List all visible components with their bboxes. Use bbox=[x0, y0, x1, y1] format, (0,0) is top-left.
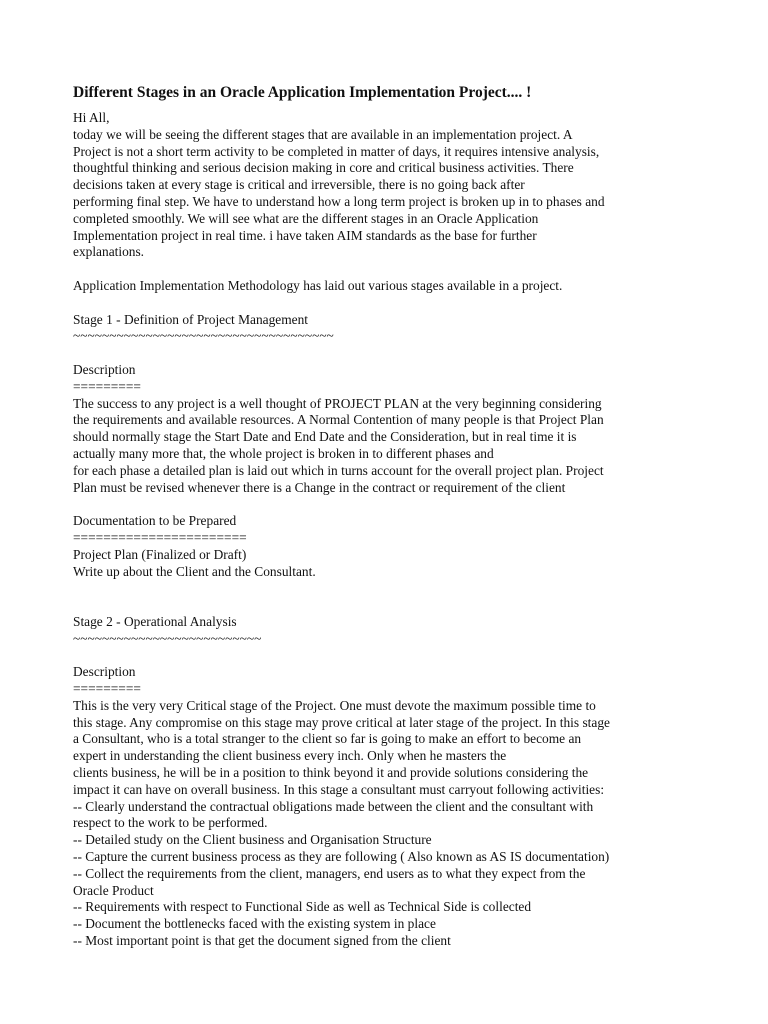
stage2-description-underline: ========= bbox=[73, 681, 141, 697]
stage2-heading-underline: ~~~~~~~~~~~~~~~~~~~~~~~~~~ bbox=[73, 630, 262, 646]
stage1-description-underline: ========= bbox=[73, 378, 141, 394]
document-title: Different Stages in an Oracle Application Implementation Project.... ! bbox=[73, 84, 532, 101]
stage2-description-line: -- Clearly understand the contractual obligations made between the client and the consultant with bbox=[73, 798, 594, 814]
stage2-description-heading: Description bbox=[73, 664, 136, 680]
stage1-description-line: The success to any project is a well thought of PROJECT PLAN at the very beginning considering bbox=[73, 395, 602, 411]
stage1-doc-item: Project Plan (Finalized or Draft) bbox=[73, 546, 247, 562]
stage2-description-line: -- Collect the requirements from the client, managers, end users as to what they expect from the bbox=[73, 865, 586, 881]
stage2-description-line: this stage. Any compromise on this stage may prove critical at later stage of the project. In this stage bbox=[73, 714, 610, 730]
stage1-description-line: actually many more that, the whole project is broken in to different phases and bbox=[73, 445, 494, 461]
stage2-heading: Stage 2 - Operational Analysis bbox=[73, 613, 237, 629]
stage2-description-line: impact it can have on overall business. In this stage a consultant must carryout following activities: bbox=[73, 781, 605, 797]
intro-line: explanations. bbox=[73, 244, 145, 260]
stage1-heading: Stage 1 - Definition of Project Management bbox=[73, 311, 309, 327]
stage2-description-line: a Consultant, who is a total stranger to the client so far is going to make an effort to become an bbox=[73, 731, 582, 747]
spacer bbox=[73, 496, 763, 513]
stage1-description-heading: Description bbox=[73, 361, 136, 377]
intro-line: Project is not a short term activity to be completed in matter of days, it requires intensive analysis, bbox=[73, 143, 600, 159]
stage2-description-line: respect to the work to be performed. bbox=[73, 815, 268, 831]
stage2-section bbox=[73, 614, 763, 950]
stage1-description-line: the requirements and available resources. A Normal Contention of many people is that Project Plan bbox=[73, 412, 604, 428]
spacer bbox=[73, 580, 763, 597]
stage2-description-line: -- Requirements with respect to Functional Side as well as Technical Side is collected bbox=[73, 899, 532, 915]
stage1-description-line: for each phase a detailed plan is laid out which in turns account for the overall project plan. Project bbox=[73, 462, 604, 478]
stage1-description-line: should normally stage the Start Date and End Date and the Consideration, but in real time it is bbox=[73, 429, 577, 445]
intro-line: performing final step. We have to understand how a long term project is broken up in to phases and bbox=[73, 193, 605, 209]
stage2-description-line: -- Most important point is that get the document signed from the client bbox=[73, 933, 451, 949]
stage2-description-line: expert in understanding the client business every inch. Only when he masters the bbox=[73, 748, 507, 764]
stage1-section bbox=[73, 312, 763, 581]
stage1-docs-heading: Documentation to be Prepared bbox=[73, 513, 237, 529]
stage2-description-line: -- Capture the current business process as they are following ( Also known as AS IS documentation) bbox=[73, 849, 610, 865]
stage2-description-line: -- Document the bottlenecks faced with the existing system in place bbox=[73, 916, 436, 932]
stage2-description-line: Oracle Product bbox=[73, 882, 154, 898]
greeting: Hi All, bbox=[73, 110, 110, 125]
spacer bbox=[73, 597, 763, 614]
intro-line: today we will be seeing the different stages that are available in an implementation project. A bbox=[73, 126, 573, 142]
spacer bbox=[73, 648, 763, 665]
intro-line: completed smoothly. We will see what are the different stages in an Oracle Application bbox=[73, 210, 539, 226]
aim-line: Application Implementation Methodology has laid out various stages available in a project. bbox=[73, 277, 563, 293]
stage2-description-line: -- Detailed study on the Client business and Organisation Structure bbox=[73, 832, 432, 848]
stage2-description-line: clients business, he will be in a position to think beyond it and provide solutions considering the bbox=[73, 765, 589, 781]
document-page bbox=[73, 83, 763, 950]
stage1-heading-underline: ~~~~~~~~~~~~~~~~~~~~~~~~~~~~~~~~~~~~ bbox=[73, 328, 334, 344]
stage1-doc-item: Write up about the Client and the Consultant. bbox=[73, 563, 316, 579]
spacer bbox=[73, 295, 763, 312]
stage1-docs-underline: ======================= bbox=[73, 529, 247, 545]
stage1-description-line: Plan must be revised whenever there is a Change in the contract or requirement of the client bbox=[73, 479, 566, 495]
stage2-description-line: This is the very very Critical stage of the Project. One must devote the maximum possible time to bbox=[73, 697, 596, 713]
intro-line: thoughtful thinking and serious decision making in core and critical business activities. There bbox=[73, 160, 574, 176]
spacer bbox=[73, 261, 763, 278]
intro-line: Implementation project in real time. i have taken AIM standards as the base for further bbox=[73, 227, 537, 243]
intro-line: decisions taken at every stage is critical and irreversible, there is no going back after bbox=[73, 177, 525, 193]
spacer bbox=[73, 345, 763, 362]
greeting-paragraph bbox=[73, 110, 763, 261]
